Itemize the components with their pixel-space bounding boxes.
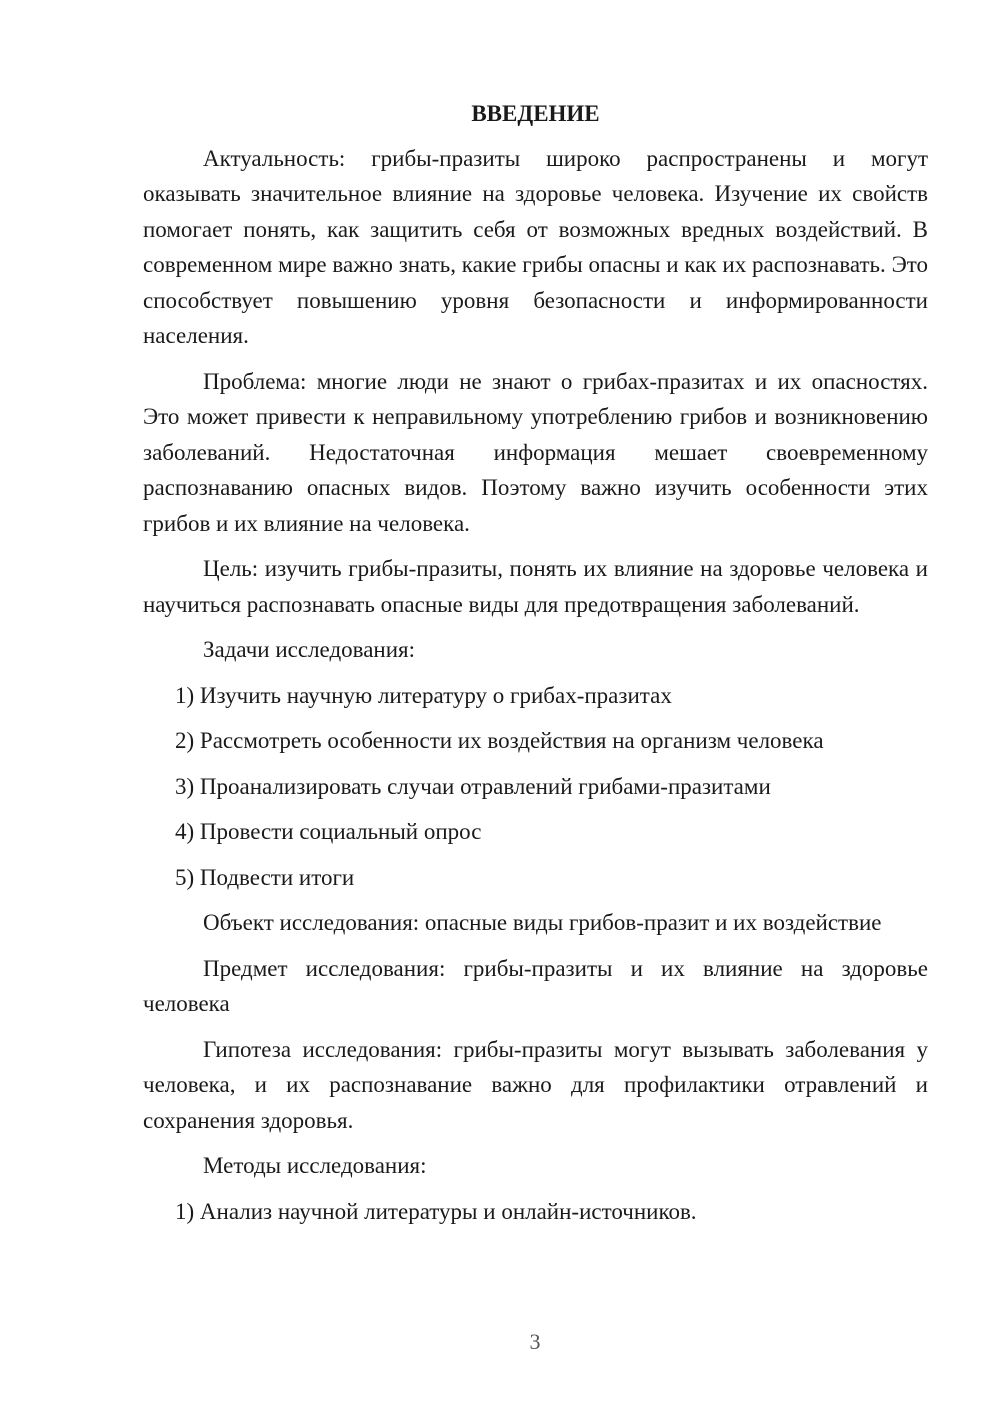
methods-heading: Методы исследования: xyxy=(203,1153,427,1178)
page-title: ВВЕДЕНИЕ xyxy=(471,101,600,126)
paragraph-goal: Цель: изучить грибы-празиты, понять их влияние на здоровье человека и научиться распознавать опасные виды для предотвращения заболеваний. xyxy=(143,556,928,617)
paragraph-problem: Проблема: многие люди не знают о грибах-празитах и их опасностях. Это может привести к неправильному употреблению грибов и возникновению заболеваний. Недостаточная информация мешает своевременному распознаванию опасных видов. Поэтому важно изучить особенности этих грибов и их влияние на человека. xyxy=(143,368,928,536)
methods-list xyxy=(143,1194,928,1230)
paragraph-subject: Предмет исследования: грибы-празиты и их влияние на здоровье человека xyxy=(143,955,928,1016)
list-item: 1) Анализ научной литературы и онлайн-источников. xyxy=(175,1198,697,1224)
list-item: 4) Провести социальный опрос xyxy=(175,819,482,844)
list-item: 1) Изучить научную литературу о грибах-празитах xyxy=(175,682,672,708)
list-item: 2) Рассмотреть особенности их воздействия на организм человека xyxy=(175,728,824,753)
paragraph-relevance: Актуальность: грибы-празиты широко распространены и могут оказывать значительное влияние на здоровье человека. Изучение их свойств помогает понять, как защитить себя от возможных вредных воздействий. В современном мире важно знать, какие грибы опасны и как их распознавать. Это способствует повышению уровня безопасности и информированности населения. xyxy=(143,145,928,348)
list-item: 3) Проанализировать случаи отравлений грибами-празитами xyxy=(175,773,771,799)
page-number: 3 xyxy=(529,1329,541,1354)
tasks-heading: Задачи исследования: xyxy=(203,637,416,662)
paragraph-hypothesis: Гипотеза исследования: грибы-празиты могут вызывать заболевания у человека, и их распознавание важно для профилактики отравлений и сохранения здоровья. xyxy=(143,1036,928,1133)
page-content xyxy=(143,96,928,1239)
paragraph-object: Объект исследования: опасные виды грибов-празит и их воздействие xyxy=(203,910,882,935)
tasks-list xyxy=(143,678,928,896)
list-item: 5) Подвести итоги xyxy=(175,864,355,890)
